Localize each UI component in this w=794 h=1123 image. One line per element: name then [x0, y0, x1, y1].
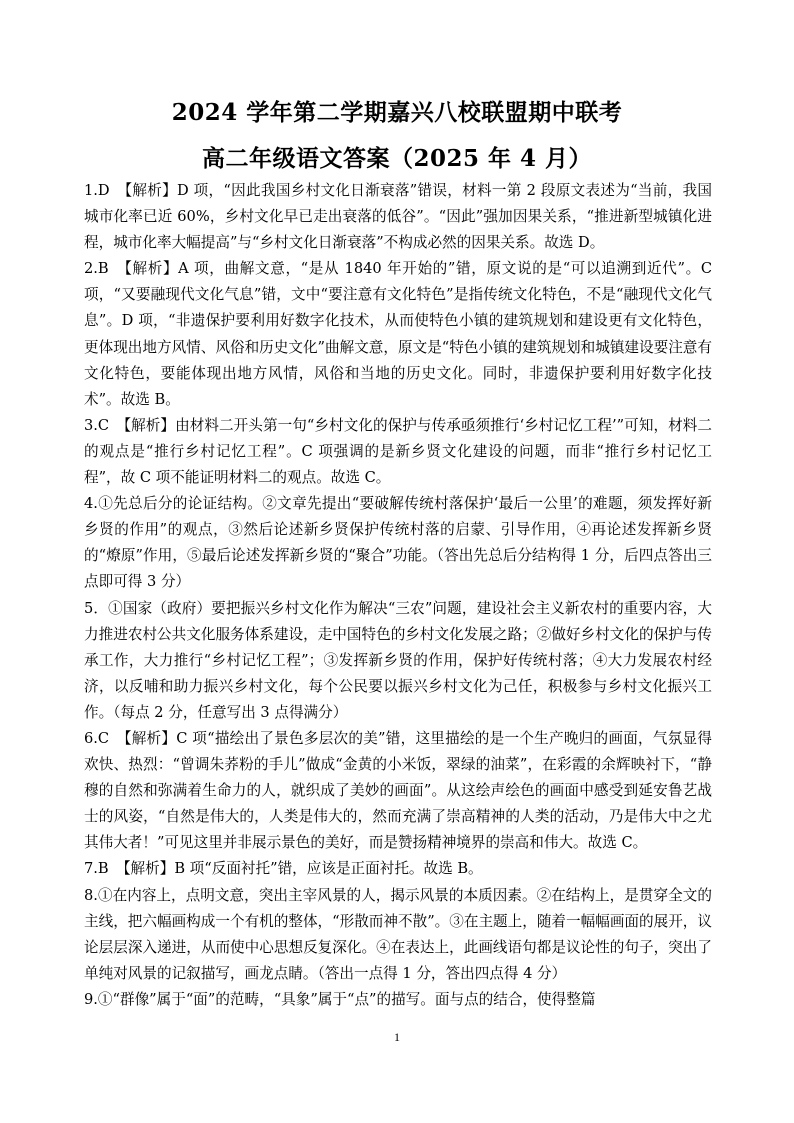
- answer-item-5: 5．①国家（政府）要把振兴乡村文化作为解决“三农”问题，建设社会主义新农村的重要内容，大力推进农村公共文化服务体系建设，走中国特色的乡村文化发展之路；②做好乡村文化的保护与传承工作，大力推行“乡村记忆工程”；③发挥新乡贤的作用，保护好传统村落；④大力发展农村经济，以反哺和助力振兴乡村文化，每个公民要以振兴乡村文化为己任，积极参与乡村文化振兴工作。（每点 2 分，任意写出 3 点得满分）: [84, 599, 712, 721]
- answer-item-9: 9.①“群像”属于“面”的范畴，“具象”属于“点”的描写。面与点的结合，使得整篇: [84, 990, 596, 1008]
- answer-item-6: 6.C 【解析】C 项“描绘出了景色多层次的美”错，这里描绘的是一个生产晚归的画面，气氛显得欢快、热烈：“曾调朱荞粉的手儿”做成“金黄的小米饭，翠绿的油菜”，在彩霞的余辉映衬下，“静穆的自然和弥满着生命力的人，就织成了美妙的画面”。从这绘声绘色的画面中感受到延安鲁艺战士的风姿，“自然是伟大的，人类是伟大的，然而充满了崇高精神的人类的活动，乃是伟大中之尤其伟大者！”可见这里并非展示景色的美好，而是赞扬精神境界的崇高和伟大。故选 C。: [84, 729, 712, 852]
- answer-item-2: 2.B 【解析】A 项，曲解文意，“是从 1840 年开始的”错，原文说的是“可以追溯到近代”。C 项，“又要融现代文化气息”错，文中“要注意有文化特色”是指传统文化特色，不是“融现代文化气息”。D 项，“非遗保护要利用好数字化技术，从而使特色小镇的建筑规划和建设更有文化特色，更体现出地方风情、风俗和历史文化”曲解文意，原文是“特色小镇的建筑规划和城镇建设要注意有文化特色，要能体现出地方风情，风俗和当地的历史文化。同时，非遗保护要利用好数字化技术”。故选 B。: [84, 260, 712, 408]
- answer-list: [84, 178, 712, 1013]
- answer-item-7: 7.B 【解析】B 项“反面衬托”错，应该是正面衬托。故选 B。: [84, 860, 483, 878]
- answer-item-8: 8.①在内容上，点明文意，突出主宰风景的人，揭示风景的本质因素。②在结构上，是贯穿全文的主线，把六幅画构成一个有机的整体，“形散而神不散”。③在主题上，随着一幅幅画面的展开，议论层层深入递进，从而使中心思想反复深化。④在表达上，此画线语句都是议论性的句子，突出了单纯对风景的记叙描写，画龙点睛。（答出一点得 1 分，答出四点得 4 分）: [84, 886, 712, 982]
- page-subtitle: 高二年级语文答案（2025 年 4 月）: [201, 145, 593, 172]
- answer-item-4: 4.①先总后分的论证结构。②文章先提出“要破解传统村落保护‘最后一公里’的难题，须发挥好新乡贤的作用”的观点，③然后论述新乡贤保护传统村落的启蒙、引导作用，④再论述发挥新乡贤的“燎原”作用，⑤最后论述发挥新乡贤的“聚合”功能。（答出先总后分结构得 1 分，后四点答出三点即可得 3 分）: [84, 495, 712, 591]
- answer-item-1: 1.D 【解析】D 项，“因此我国乡村文化日渐衰落”错误，材料一第 2 段原文表述为“当前，我国城市化率已近 60%，乡村文化早已走出衰落的低谷”。“因此”强加因果关系，“推进新型城镇化进程，城市化率大幅提高”与“乡村文化日渐衰落”不构成必然的因果关系。故选 D。: [84, 182, 712, 252]
- page-number: 1: [394, 1030, 400, 1044]
- page-title: 2024 学年第二学期嘉兴八校联盟期中联考: [171, 99, 623, 126]
- answer-item-3: 3.C 【解析】由材料二开头第一句“乡村文化的保护与传承亟须推行‘乡村记忆工程’”可知，材料二的观点是“推行乡村记忆工程”。C 项强调的是新乡贤文化建设的问题，而非“推行乡村记忆工程”，故 C 项不能证明材料二的观点。故选 C。: [84, 416, 712, 487]
